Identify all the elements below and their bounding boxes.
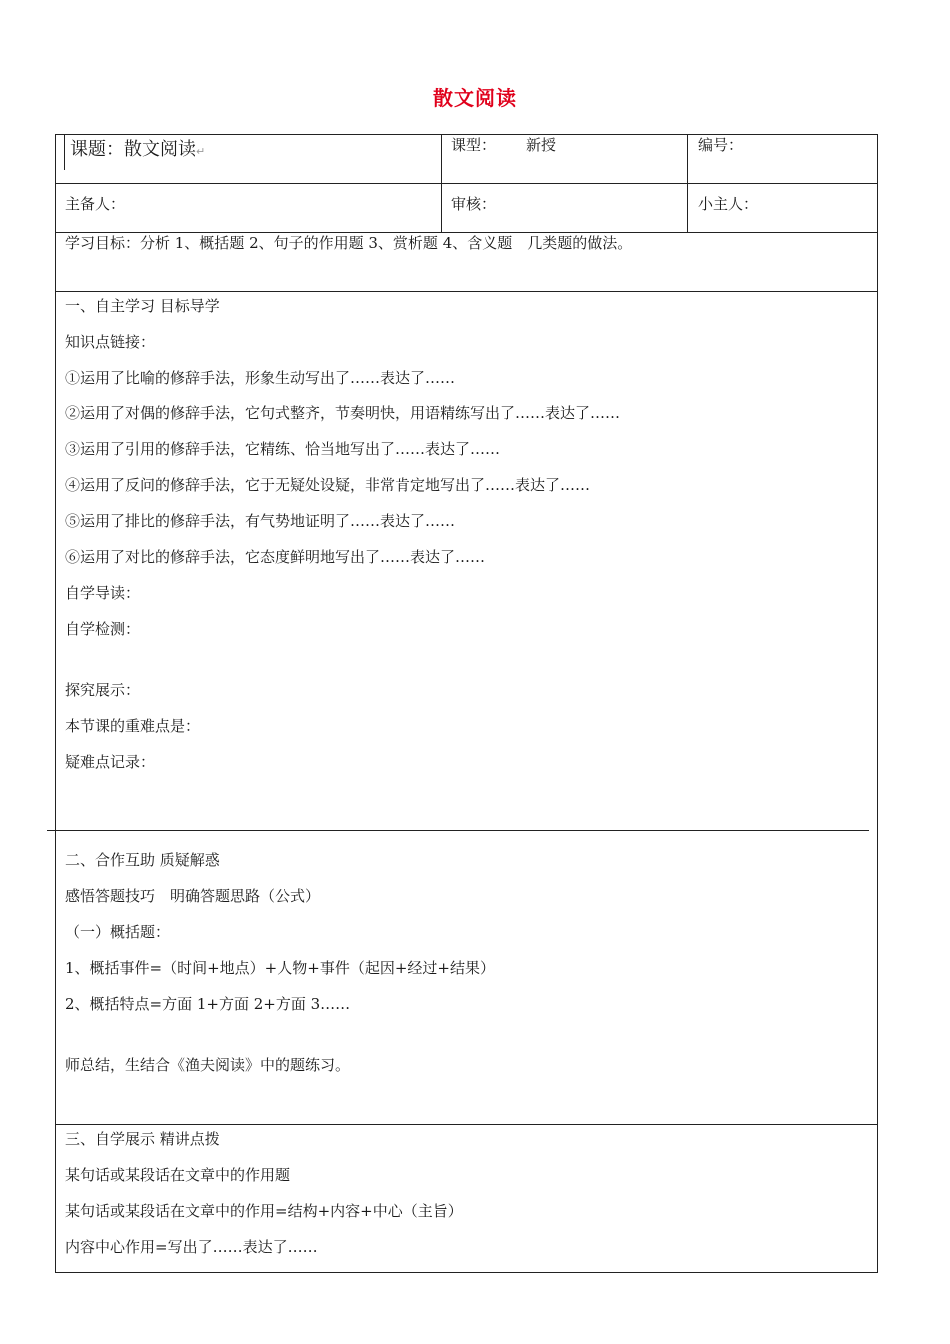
formula-feature: 2、概括特点=方面 1+方面 2+方面 3……	[65, 995, 351, 1013]
column-divider	[441, 134, 442, 232]
key-points-label: 本节课的重难点是：	[65, 717, 201, 735]
lesson-box-border	[64, 134, 65, 170]
explore-label: 探究展示：	[65, 681, 141, 699]
row-divider	[55, 183, 878, 184]
lesson-box-border	[64, 134, 352, 135]
learning-objective: 学习目标：分析 1、概括题 2、句子的作用题 3、赏析题 4、含义题 几类题的做法。	[65, 234, 633, 252]
formula-event: 1、概括事件=（时间+地点）+人物+事件（起因+经过+结果）	[65, 959, 495, 977]
number-label: 编号：	[698, 136, 744, 154]
section-divider	[47, 830, 869, 831]
section2-heading: 二、合作互助 质疑解惑	[65, 851, 220, 869]
rhetoric-item: ②运用了对偶的修辞手法，它句式整齐，节奏明快，用语精练写出了……表达了……	[65, 404, 621, 422]
document-title: 散文阅读	[433, 86, 517, 110]
knowledge-link-label: 知识点链接：	[65, 333, 156, 351]
self-test-label: 自学检测：	[65, 620, 141, 638]
row-divider	[55, 291, 878, 292]
column-divider	[687, 134, 688, 232]
rhetoric-item: ⑥运用了对比的修辞手法，它态度鲜明地写出了……表达了……	[65, 548, 486, 566]
self-guide-label: 自学导读：	[65, 584, 141, 602]
section3-heading: 三、自学展示 精讲点拨	[65, 1130, 220, 1148]
section1-heading: 一、自主学习 目标导学	[65, 297, 220, 315]
teacher-summary: 师总结，生结合《渔夫阅读》中的题练习。	[65, 1056, 351, 1074]
lesson-title-cell	[70, 139, 205, 163]
function-question-line: 某句话或某段话在文章中的作用题	[65, 1166, 291, 1184]
rhetoric-item: ④运用了反问的修辞手法，它于无疑处设疑，非常肯定地写出了……表达了……	[65, 476, 591, 494]
summary-question-heading: （一）概括题：	[65, 923, 171, 941]
host-label: 小主人：	[698, 195, 759, 213]
lesson-type-label: 课型：	[451, 136, 497, 154]
rhetoric-item: ③运用了引用的修辞手法，它精练、恰当地写出了……表达了……	[65, 440, 501, 458]
paragraph-mark: ↵	[196, 145, 206, 158]
lesson-type-value: 新授	[526, 136, 557, 154]
rhetoric-item: ⑤运用了排比的修辞手法，有气势地证明了……表达了……	[65, 512, 456, 530]
row-divider	[55, 232, 878, 233]
row-divider	[55, 1124, 878, 1125]
lesson-title: 课题：散文阅读	[70, 139, 196, 160]
content-function-line: 内容中心作用=写出了……表达了……	[65, 1238, 318, 1256]
preparer-label: 主备人：	[65, 195, 126, 213]
answer-skill-line: 感悟答题技巧 明确答题思路（公式）	[65, 887, 321, 905]
function-formula-line: 某句话或某段话在文章中的作用=结构+内容+中心（主旨）	[65, 1202, 463, 1220]
difficulty-record-label: 疑难点记录：	[65, 753, 156, 771]
reviewer-label: 审核：	[451, 195, 497, 213]
rhetoric-item: ①运用了比喻的修辞手法，形象生动写出了……表达了……	[65, 369, 456, 387]
